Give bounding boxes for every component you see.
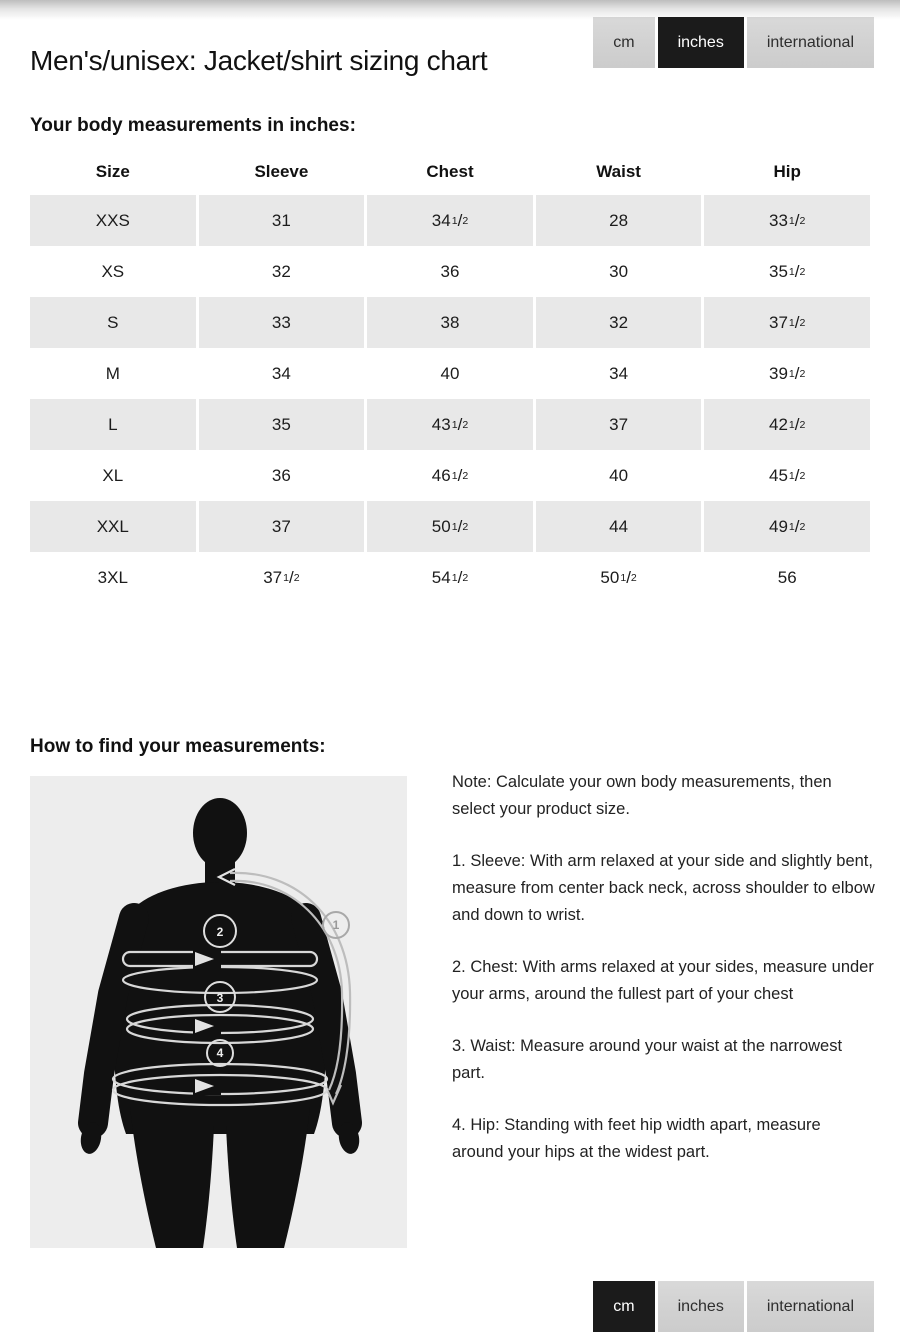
marker-3-label: 3	[216, 991, 224, 1005]
cell-hip: 49 1 / 2	[704, 501, 870, 552]
cell-waist: 50 1 / 2	[600, 567, 637, 587]
cell-hip: 45 1 / 2	[769, 465, 806, 485]
table-row-xl	[30, 450, 870, 501]
tab-inches[interactable]: inches	[658, 17, 744, 68]
cell-sleeve: 35	[199, 399, 365, 450]
column-header-chest: Chest	[426, 162, 474, 181]
table-header-row	[30, 149, 870, 195]
table-row-l	[30, 399, 870, 450]
table-row-m	[30, 348, 870, 399]
cell-chest: 34 1 / 2	[367, 195, 533, 246]
cell-size: XXL	[30, 501, 196, 552]
body-measurements-heading: Your body measurements in inches:	[30, 114, 356, 136]
instruction-note: Note: Calculate your own body measurements, then select your product size.	[452, 773, 832, 818]
cell-chest: 38	[367, 297, 533, 348]
cell-chest: 46 1 / 2	[431, 465, 469, 485]
table-row-xxl	[30, 501, 870, 552]
cell-hip: 37 1 / 2	[704, 297, 870, 348]
measurement-instructions	[452, 769, 876, 1191]
cell-waist: 40	[609, 465, 629, 485]
cell-sleeve: 37	[199, 501, 365, 552]
cell-hip: 56	[777, 567, 797, 587]
cell-size: XL	[102, 465, 124, 485]
cell-waist: 28	[536, 195, 702, 246]
marker-4-label: 4	[216, 1046, 224, 1060]
instruction-sleeve: 1. Sleeve: With arm relaxed at your side and slightly bent, measure from center back neck, across shoulder to elbow and down to wrist.	[452, 852, 875, 924]
cell-sleeve: 36	[271, 465, 291, 485]
instruction-hip: 4. Hip: Standing with feet hip width apart, measure around your hips at the widest part.	[452, 1116, 821, 1161]
cell-size: S	[30, 297, 196, 348]
column-header-hip: Hip	[773, 162, 801, 181]
sizing-table	[30, 149, 870, 603]
cell-waist: 34	[609, 363, 629, 383]
table-row-xxs	[30, 195, 870, 246]
marker-1-label: 1	[332, 918, 340, 932]
unit-tab-group-next-section	[593, 1281, 874, 1332]
cell-chest: 43 1 / 2	[367, 399, 533, 450]
cell-size: M	[105, 363, 120, 383]
cell-sleeve: 34	[271, 363, 291, 383]
column-header-waist: Waist	[596, 162, 641, 181]
cell-hip: 39 1 / 2	[769, 363, 806, 383]
cell-sleeve: 31	[199, 195, 365, 246]
tab-international-bottom[interactable]: international	[747, 1281, 874, 1332]
cell-waist: 37	[536, 399, 702, 450]
cell-chest: 50 1 / 2	[367, 501, 533, 552]
instruction-waist: 3. Waist: Measure around your waist at the narrowest part.	[452, 1037, 843, 1082]
cell-sleeve: 32	[271, 261, 291, 281]
cell-hip: 33 1 / 2	[704, 195, 870, 246]
column-header-sleeve: Sleeve	[254, 162, 309, 181]
cell-waist: 44	[536, 501, 702, 552]
instruction-chest: 2. Chest: With arms relaxed at your sides, measure under your arms, around the fullest part of your chest	[452, 958, 874, 1003]
cell-sleeve: 33	[199, 297, 365, 348]
table-row-s	[30, 297, 870, 348]
marker-2-label: 2	[216, 925, 224, 939]
howto-heading: How to find your measurements:	[30, 735, 326, 757]
cell-size: XXS	[30, 195, 196, 246]
body-silhouette-figure	[30, 776, 407, 1248]
cell-hip: 35 1 / 2	[769, 261, 806, 281]
cell-waist: 32	[536, 297, 702, 348]
tab-cm[interactable]: cm	[593, 17, 654, 68]
table-row-xs	[30, 246, 870, 297]
tab-international[interactable]: international	[747, 17, 874, 68]
cell-chest: 54 1 / 2	[431, 567, 469, 587]
cell-chest: 36	[440, 261, 460, 281]
cell-hip: 42 1 / 2	[704, 399, 870, 450]
page-title: Men's/unisex: Jacket/shirt sizing chart	[30, 44, 488, 76]
table-row-3xl	[30, 552, 870, 603]
tab-inches-bottom[interactable]: inches	[658, 1281, 744, 1332]
cell-size: L	[30, 399, 196, 450]
cell-sleeve: 37 1 / 2	[263, 567, 300, 587]
cell-waist: 30	[609, 261, 629, 281]
column-header-size: Size	[95, 162, 130, 181]
measurement-diagram	[30, 776, 407, 1248]
cell-chest: 40	[440, 363, 460, 383]
cell-size: 3XL	[97, 567, 128, 587]
cell-size: XS	[101, 261, 125, 281]
unit-tab-group	[593, 17, 874, 68]
tab-cm-bottom[interactable]: cm	[593, 1281, 654, 1332]
